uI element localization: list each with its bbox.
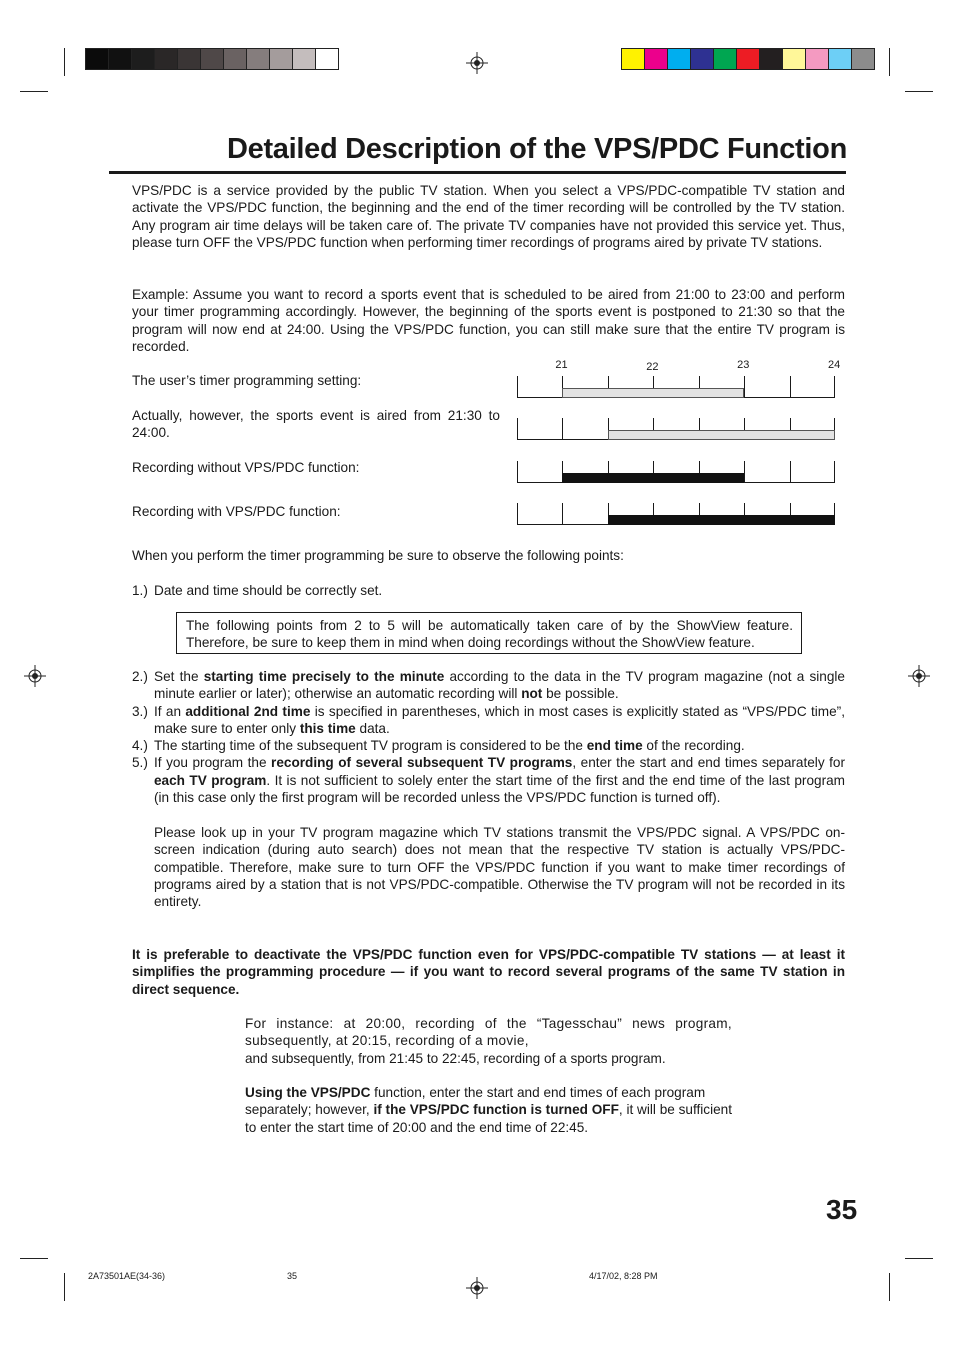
point-text: Set the: [154, 669, 204, 684]
timeline-tick: [562, 503, 563, 525]
example-paragraph: Example: Assume you want to record a sports event that is scheduled to be aired from 21:00 to 23:00 and perform your timer programming accordingly. However, the beginning of the sports event is postponed to 21:30 so that the program will now end at 24:00. Using the VPS/PDC function, you can still make sure that the entire TV program is recorded.: [132, 287, 845, 354]
point-emphasis: recording of several subsequent TV programs: [271, 755, 573, 771]
color-swatch: [691, 49, 714, 69]
timeline-tick: [790, 376, 791, 398]
color-swatch: [86, 49, 109, 69]
crop-mark: [905, 91, 933, 92]
bold-recommendation: It is preferable to deactivate the VPS/PDC function even for VPS/PDC-compatible TV stations — at least it simplifies the programming procedure — if you want to record several programs of the same TV station in direct sequence.: [132, 947, 845, 997]
showview-note-box: [176, 612, 802, 654]
color-calibration-bar: [621, 48, 875, 70]
list-item: [132, 737, 845, 754]
timeline-tick: [790, 461, 791, 483]
using-vps-paragraph: [245, 1084, 732, 1136]
color-swatch: [783, 49, 806, 69]
point-text: according to the data in the TV program magazine (not a single minute earlier or later); otherwise an automatic recording will: [154, 669, 845, 702]
timeline-without-vps: [517, 461, 835, 483]
color-swatch: [829, 49, 852, 69]
crop-mark: [64, 48, 65, 76]
list-number: 1.): [132, 583, 148, 598]
timeline-tick: [562, 418, 563, 440]
point-text: be possible.: [542, 686, 619, 702]
timeline-tick: [744, 376, 745, 398]
using-text: , it will be sufficient to enter the start time of 20:00 and the end time of 22:45.: [245, 1102, 732, 1135]
color-swatch: [852, 49, 874, 69]
timeline-actual-airing: [517, 418, 835, 440]
point-text: The starting time of the subsequent TV program is considered to be the: [154, 738, 587, 754]
timeline-tick: [744, 461, 745, 483]
timeline-tick: [517, 461, 518, 483]
color-swatch: [668, 49, 691, 69]
crop-mark: [20, 91, 48, 92]
point-text: is specified in parentheses, which in most cases is explicitly stated as “VPS/PDC time”, make sure to enter only: [154, 703, 845, 736]
timeline-row-label: Recording with VPS/PDC function:: [132, 504, 341, 519]
page-number: 35: [826, 1194, 858, 1225]
timeline-tick: [834, 461, 835, 483]
point-emphasis: not: [521, 686, 543, 702]
color-swatch: [270, 49, 293, 69]
footer-code: 2A73501AE(34-36): [88, 1271, 166, 1281]
point-emphasis: this time: [299, 720, 356, 736]
list-item: [132, 668, 845, 703]
list-item: [132, 703, 845, 738]
timeline-tick: [517, 418, 518, 440]
instance-line-2: and subsequently, from 21:45 to 22:45, recording of a sports program.: [245, 1051, 666, 1066]
timeline-row-label: The user’s timer programming setting:: [132, 373, 362, 388]
list-item: [132, 754, 845, 806]
color-swatch: [132, 49, 155, 69]
color-swatch: [714, 49, 737, 69]
color-swatch: [155, 49, 178, 69]
point-emphasis: additional 2nd time: [185, 703, 311, 719]
point-emphasis: starting time precisely to the minute: [203, 669, 445, 684]
timeline-row-label: Actually, however, the sports event is aired from 21:30 to 24:00.: [132, 408, 500, 441]
point-text: data.: [355, 720, 390, 736]
color-swatch: [737, 49, 760, 69]
point-text: . It is not sufficient to solely enter the start time of the first and the end time of the last program (in this case only the first program will be recorded unless the VPS/PDC function is turned off).: [154, 772, 845, 806]
point-emphasis: each TV program: [154, 772, 267, 788]
color-swatch: [316, 49, 338, 69]
point-text: of the recording.: [642, 738, 745, 754]
list-number: 2.): [132, 669, 148, 684]
axis-tick-label: 21: [555, 359, 568, 371]
instance-line-1: For instance: at 20:00, recording of the “Tagesschau” news program, subsequently, at 20:15, recording of a movie,: [245, 1016, 732, 1049]
showview-note-text: The following points from 2 to 5 will be automatically taken care of by the ShowView feature. Therefore, be sure to keep them in mind when doing recordings without the ShowView feature.: [186, 618, 793, 651]
intro-paragraph: VPS/PDC is a service provided by the public TV station. When you select a VPS/PDC-compatible TV station and activate the VPS/PDC function, the beginning and the end of the timer recording will be controlled by the TV station. Any program air time delays will be taken care of. The private TV companies have not provided this service yet. Thus, please turn OFF the VPS/PDC function when performing timer recordings of programs aired by private TV stations.: [132, 183, 845, 250]
using-emphasis: Using the VPS/PDC: [245, 1085, 371, 1100]
axis-tick-label: 22: [646, 361, 659, 373]
timeline-tick: [517, 503, 518, 525]
color-swatch: [178, 49, 201, 69]
crop-mark: [20, 1258, 48, 1259]
timeline-tick: [517, 376, 518, 398]
point-emphasis: end time: [586, 738, 643, 754]
timeline-bar: [608, 430, 835, 440]
color-swatch: [247, 49, 270, 69]
grayscale-calibration-bar: [85, 48, 339, 70]
timeline-bar: [562, 388, 744, 398]
magazine-note: Please look up in your TV program magazine which TV stations transmit the VPS/PDC signal. A VPS/PDC on-screen indication (during auto search) does not mean that the respective TV station is actually VPS/PDC-compatible. Therefore, make sure to turn OFF the VPS/PDC function if you want to make timer recordings of programs aired by a station that is not VPS/PDC-compatible. Otherwise the TV program will not be recorded in its entirety.: [154, 825, 845, 910]
timeline-with-vps: [517, 503, 835, 525]
timeline-bar: [608, 515, 835, 525]
point-text: Date and time should be correctly set.: [154, 583, 383, 598]
footer-page: 35: [287, 1271, 298, 1281]
timeline-bar: [562, 473, 744, 483]
footer-date: 4/17/02, 8:28 PM: [589, 1271, 658, 1281]
page-title: Detailed Description of the VPS/PDC Function: [226, 133, 847, 165]
crop-mark: [905, 1258, 933, 1259]
list-number: 3.): [132, 703, 148, 719]
color-swatch: [293, 49, 316, 69]
point-text: If an: [154, 703, 186, 719]
registration-target-icon: [908, 665, 930, 687]
list-number: 5.): [132, 755, 148, 771]
crop-mark: [889, 48, 890, 76]
timeline-tick: [834, 376, 835, 398]
color-swatch: [622, 49, 645, 69]
crop-mark: [889, 1273, 890, 1301]
timeline-user-setting: [517, 376, 835, 398]
observe-intro: When you perform the timer programming be sure to observe the following points:: [132, 548, 624, 563]
timeline-row-label: Recording without VPS/PDC function:: [132, 460, 360, 475]
list-number: 4.): [132, 738, 148, 754]
axis-tick-label: 23: [737, 359, 750, 371]
point-text: If you program the: [154, 755, 272, 771]
using-emphasis: if the VPS/PDC function is turned OFF: [373, 1102, 619, 1118]
registration-target-icon: [466, 1277, 488, 1299]
axis-tick-label: 24: [828, 359, 841, 371]
color-swatch: [645, 49, 668, 69]
point-text: , enter the start and end times separately for: [572, 755, 846, 771]
color-swatch: [806, 49, 829, 69]
points-list: [132, 668, 845, 806]
crop-mark: [64, 1273, 65, 1301]
color-swatch: [760, 49, 783, 69]
using-text: function, enter the start and end times of each program separately; however,: [245, 1085, 706, 1118]
color-swatch: [201, 49, 224, 69]
title-rule: [109, 171, 846, 174]
point-1: [132, 582, 845, 599]
color-swatch: [224, 49, 247, 69]
registration-target-icon: [466, 52, 488, 74]
registration-target-icon: [24, 665, 46, 687]
color-swatch: [109, 49, 132, 69]
